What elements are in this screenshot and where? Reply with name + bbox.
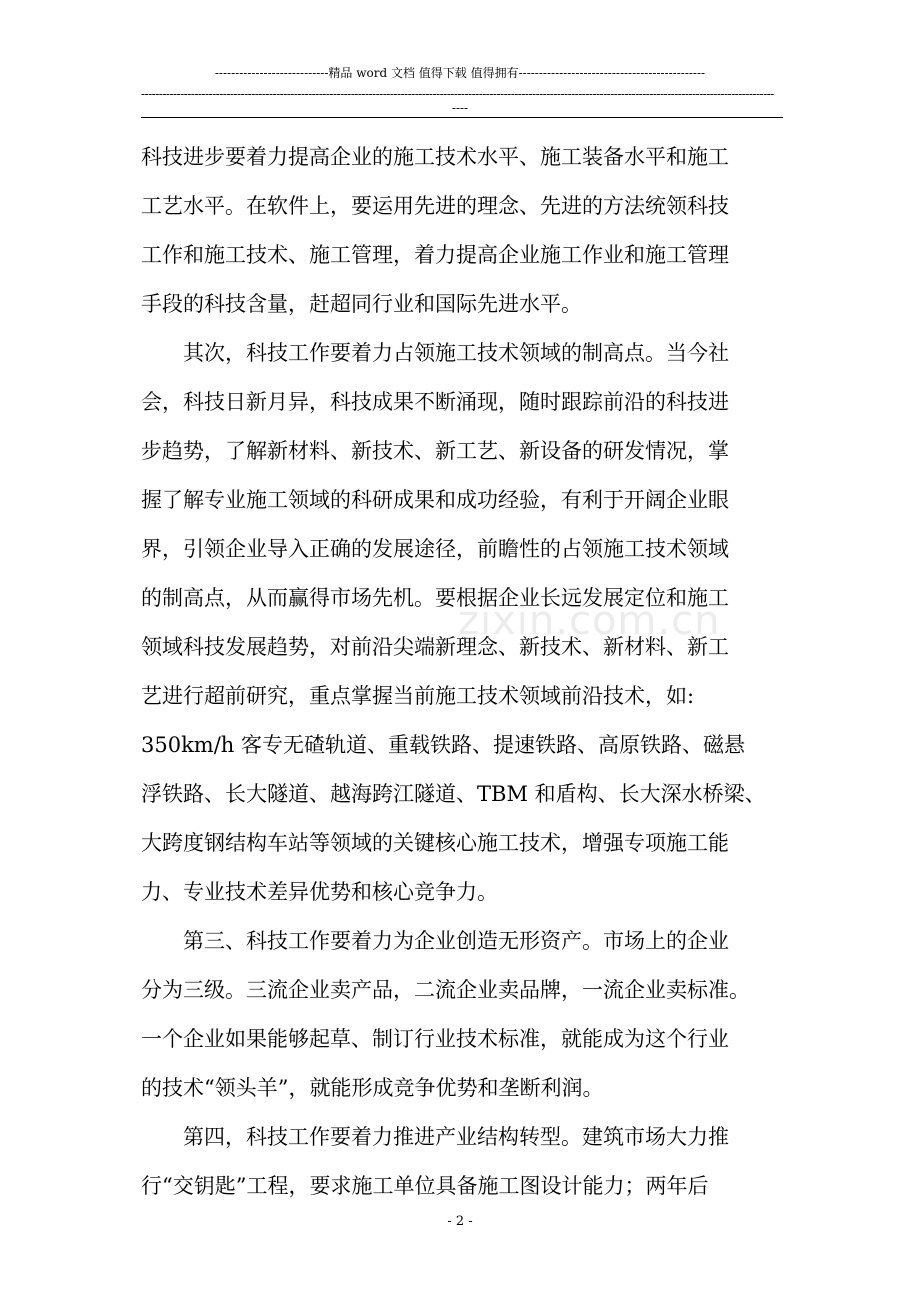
watermark: zixin.com.cn: [458, 598, 721, 644]
page-number: - 2 -: [447, 1214, 473, 1229]
body-line: 大跨度钢结构车站等领域的关键核心施工技术，增强专项施工能: [141, 831, 729, 855]
body-line: 一个企业如果能够起草、制订行业技术标准，就能成为这个行业: [141, 1027, 729, 1051]
header-rule: [141, 117, 783, 118]
body-line: 科技进步要着力提高企业的施工技术水平、施工装备水平和施工: [141, 145, 729, 169]
body-line: 力、专业技术差异优势和核心竞争力。: [141, 880, 498, 904]
body-line: 分为三级。三流企业卖产品，二流企业卖品牌，一流企业卖标准。: [141, 978, 750, 1002]
body-line: 的制高点，从而赢得市场先机。要根据企业长远发展定位和施工: [141, 586, 729, 610]
header-dash-line: ----------------------------------------------------------------------------------------------------------------------------------------------------------------------------------: [141, 87, 774, 101]
body-line: 界，引领企业导入正确的发展途径，前瞻性的占领施工技术领域: [141, 537, 729, 561]
header-banner: ----------------------------精品 word 文档 值得下载 值得拥有----------------------------------------------: [214, 66, 706, 80]
body-line: 第三、科技工作要着力为企业创造无形资产。市场上的企业: [141, 929, 729, 953]
body-line: 其次，科技工作要着力占领施工技术领域的制高点。当今社: [141, 341, 729, 365]
body-line: 手段的科技含量，赶超同行业和国际先进水平。: [141, 292, 582, 316]
body-line: 浮铁路、长大隧道、越海跨江隧道、TBM 和盾构、长大深水桥梁、: [141, 782, 766, 806]
body-line: 会，科技日新月异，科技成果不断涌现，随时跟踪前沿的科技进: [141, 390, 729, 414]
body-line: 350km/h 客专无碴轨道、重载铁路、提速铁路、高原铁路、磁悬: [141, 733, 745, 757]
body-line: 行“交钥匙”工程，要求施工单位具备施工图设计能力；两年后: [141, 1174, 709, 1198]
body-line: 工作和施工技术、施工管理，着力提高企业施工作业和施工管理: [141, 243, 729, 267]
body-line: 艺进行超前研究，重点掌握当前施工技术领域前沿技术，如:: [141, 684, 695, 708]
document-body: [141, 133, 787, 1211]
body-line: 步趋势，了解新材料、新技术、新工艺、新设备的研发情况，掌: [141, 439, 729, 463]
body-line: 握了解专业施工领域的科研成果和成功经验，有利于开阔企业眼: [141, 488, 729, 512]
header-dash-tail: ----: [451, 101, 469, 115]
body-line: 领域科技发展趋势，对前沿尖端新理念、新技术、新材料、新工: [141, 635, 729, 659]
body-line: 的技术“领头羊”，就能形成竞争优势和垄断利润。: [141, 1076, 604, 1100]
body-line: 第四，科技工作要着力推进产业结构转型。建筑市场大力推: [141, 1125, 729, 1149]
body-line: 工艺水平。在软件上，要运用先进的理念、先进的方法统领科技: [141, 194, 729, 218]
